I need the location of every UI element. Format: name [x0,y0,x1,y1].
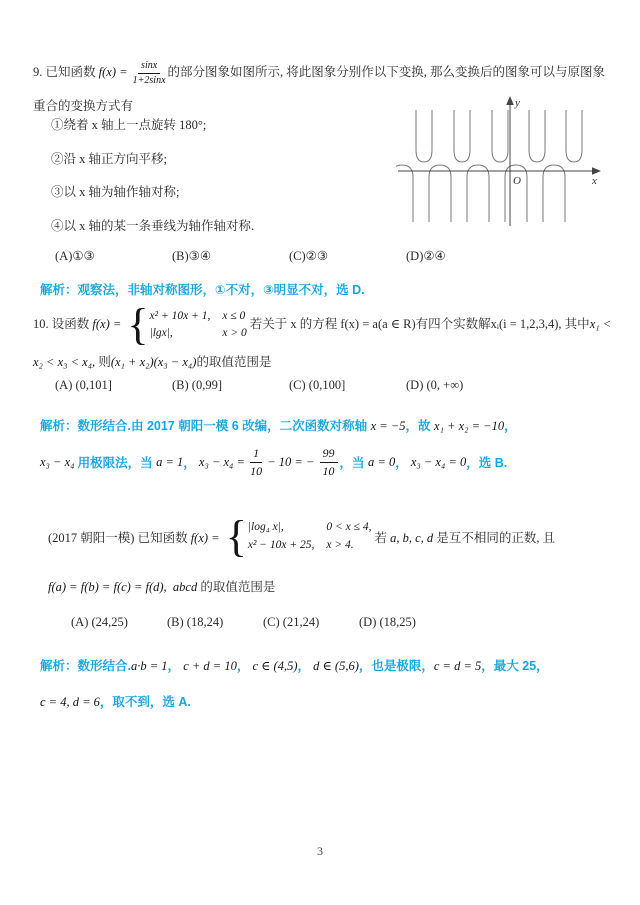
piecewise-expr-2: |lgx|, [149,327,173,340]
y-axis-label: y [515,97,520,109]
piecewise-expr-2: x² − 10x + 25, [247,538,315,551]
piecewise-cond-1: x ≤ 0 [222,309,246,322]
option-a: (A)①③ [55,249,95,263]
option-c: (C) (21,24) [263,615,320,629]
problem10-analysis-line1: 解析：数形结合.由 2017 朝阳一模 6 改编，二次函数对称轴 x = −5，故 x₁ + x₂ = −10， [40,419,517,433]
option-d: (D)②④ [406,249,446,263]
problem9-analysis: 解析：观察法，非轴对称图形，①不对，③明显不对，选 D. [40,283,365,297]
problem11-prefix: (2017 朝阳一模) 已知函数 f(x) = [48,531,223,545]
transform-item-4: ④以 x 轴的某一条垂线为轴作轴对称. [51,218,255,233]
problem11-statement [48,514,555,560]
option-c: (C) (0,100] [289,378,346,392]
piecewise-function [127,300,247,350]
transform-item-3: ③以 x 轴为轴作轴对称; [51,185,180,199]
page-number: 3 [317,844,323,858]
problem11-suffix: 若 a, b, c, d 是互不相同的正数, 且 [374,531,556,545]
piecewise-expr-1: |log₄ x|, [247,521,284,534]
problem11-choices [71,615,455,630]
origin-label: O [513,175,521,187]
problem10-choices [55,378,523,393]
problem10-analysis-line2: x₃ − x₄ 用极限法，当 a = 1 ， x₃ − x₄ = $\frac{1}{10}$ − 10 = − $\frac{99}{10}$ ，当 a = 0 ， x₃ − x₄ = 0 ，选 B. [40,446,508,478]
piecewise-cond-1: 0 < x ≤ 4, [326,521,372,534]
option-b: (B) (18,24) [167,615,224,629]
problem9-choices [55,248,523,264]
problem10-suffix: 若关于 x 的方程 f(x) = a(a ∈ R)有四个实数解xᵢ(i = 1,2,3,4), 其中x₁ < x₂ < x₃ < x₄, 则(x₁ + x₂)(x₃ − x₄)的取值范围是 [33,317,615,369]
option-a: (A) (0,101] [55,378,112,392]
problem9-transform-list [51,109,254,243]
transform-item-1: ①绕着 x 轴上一点旋转 180°; [51,118,207,132]
option-a: (A) (24,25) [71,615,128,629]
piecewise-function [225,512,372,562]
left-brace: { [225,512,247,562]
left-brace: { [127,300,149,350]
piecewise-cond-2: x > 0 [222,327,247,340]
option-d: (D) (0, +∞) [406,378,464,392]
problem11-analysis-line2: c = 4, d = 6，取不到，选 A. [40,695,191,709]
problem10-statement [33,300,617,380]
piecewise-cond-2: x > 4. [326,538,354,551]
option-d: (D) (18,25) [359,615,416,629]
option-b: (B)③④ [172,249,212,263]
transform-item-2: ②沿 x 轴正方向平移; [51,151,167,166]
problem9-statement: 9. 已知函数 f(x) = $\frac{\sin x}{1+2\sin x}$ 的部分图象如图所示, 将此图象分别作以下变换, 那么变换后的图象可以与原图象重合的变换方式有 [33,59,606,113]
curve-lower-branches [396,165,565,222]
piecewise-expr-1: x² + 10x + 1, [149,309,211,322]
problem11-statement-line2: f(a) = f(b) = f(c) = f(d), abcd 的取值范围是 [48,580,276,594]
curve-upper-branches [416,110,582,162]
x-axis-arrow [592,167,601,175]
function-graph [396,92,628,234]
problem10-prefix: 10. 设函数 f(x) = [33,317,125,331]
x-axis-label: x [592,175,597,187]
option-b: (B) (0,99] [172,378,222,392]
y-axis-arrow [506,96,514,105]
option-c: (C)②③ [289,249,329,263]
problem11-analysis-line1: 解析：数形结合.a·b = 1， c + d = 10， c ∈ (4,5)， d ∈ (5,6)，也是极限，c = d = 5，最大 25， [40,659,549,673]
